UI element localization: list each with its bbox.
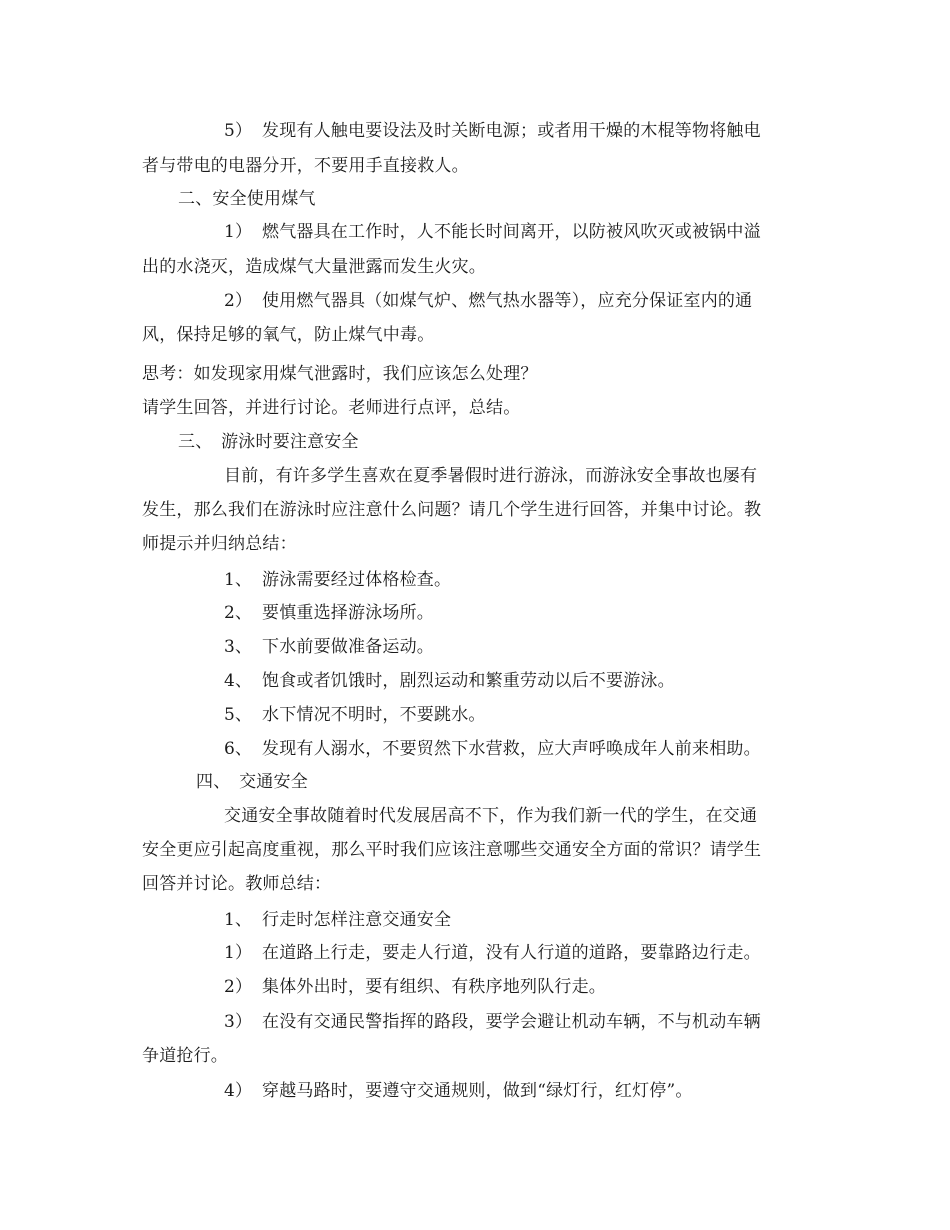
swim-list-item <box>224 635 434 659</box>
item-number: 3、 <box>224 637 253 657</box>
item-text: 下水前要做准备运动。 <box>262 637 434 657</box>
swim-intro-line-1: 目前，有许多学生喜欢在夏季暑假时进行游泳，而游泳安全事故也屡有 <box>224 466 758 486</box>
item-text: 水下情况不明时，不要跳水。 <box>262 705 486 725</box>
swim-list-item <box>224 703 486 727</box>
item-number: 6、 <box>224 739 253 759</box>
section-heading-traffic: 四、 交通安全 <box>196 772 308 792</box>
item-number: 5、 <box>224 705 253 725</box>
traffic-list-item <box>224 941 761 965</box>
item-text: 要慎重选择游泳场所。 <box>262 603 434 623</box>
item-number: 1、 <box>224 570 253 590</box>
item-text: 发现有人触电要设法及时关断电源；或者用干燥的木棍等物将触电 <box>262 121 761 141</box>
gas-item-1-continuation: 出的水浇灭，造成煤气大量泄露而发生火灾。 <box>142 257 486 277</box>
traffic-item-3-continuation: 争道抢行。 <box>142 1046 228 1066</box>
swim-intro-line-3: 师提示并归纳总结： <box>142 534 297 554</box>
traffic-intro-line-1: 交通安全事故随着时代发展居高不下，作为我们新一代的学生，在交通 <box>224 806 758 826</box>
item-text: 游泳需要经过体格检查。 <box>262 570 452 590</box>
electric-item-5 <box>224 119 761 143</box>
item-number: 2） <box>224 977 253 997</box>
traffic-list-item <box>224 975 606 999</box>
traffic-subheading <box>224 908 451 932</box>
swim-intro-line-2: 发生，那么我们在游泳时应注意什么问题？请几个学生进行回答，并集中讨论。教 <box>142 500 762 520</box>
item-number: 1、 <box>224 910 253 930</box>
item-number: 2、 <box>224 603 253 623</box>
item-text: 在没有交通民警指挥的路段，要学会避让机动车辆，不与机动车辆 <box>262 1012 761 1032</box>
item-text: 发现有人溺水，不要贸然下水营救，应大声呼唤成年人前来相助。 <box>262 739 761 759</box>
item-text: 燃气器具在工作时，人不能长时间离开，以防被风吹灭或被锅中溢 <box>262 222 761 242</box>
item-number: 5） <box>224 121 253 141</box>
swim-list-item <box>224 568 451 592</box>
traffic-intro-line-2: 安全更应引起高度重视，那么平时我们应该注意哪些交通安全方面的常识？请学生 <box>142 840 762 860</box>
item-text: 饱食或者饥饿时，剧烈运动和繁重劳动以后不要游泳。 <box>262 671 675 691</box>
swim-list-item <box>224 669 675 693</box>
swim-list-item <box>224 737 761 761</box>
item-text: 集体外出时，要有组织、有秩序地列队行走。 <box>262 977 606 997</box>
item-number: 4） <box>224 1081 253 1101</box>
swim-list-item <box>224 601 434 625</box>
gas-item-2 <box>224 289 752 313</box>
item-text: 在道路上行走，要走人行道，没有人行道的道路，要靠路边行走。 <box>262 943 761 963</box>
think-question: 思考：如发现家用煤气泄露时，我们应该怎么处理？ <box>142 364 538 384</box>
item-text: 使用燃气器具（如煤气炉、燃气热水器等），应充分保证室内的通 <box>262 291 753 311</box>
item-text: 行走时怎样注意交通安全 <box>262 910 452 930</box>
item-number: 4、 <box>224 671 253 691</box>
section-heading-gas: 二、安全使用煤气 <box>178 189 316 209</box>
gas-item-2-continuation: 风，保持足够的氧气，防止煤气中毒。 <box>142 325 435 345</box>
electric-item-5-continuation: 者与带电的电器分开，不要用手直接救人。 <box>142 156 469 176</box>
item-text: 穿越马路时，要遵守交通规则，做到“绿灯行，红灯停”。 <box>262 1081 693 1101</box>
item-number: 2） <box>224 291 253 311</box>
discussion-note: 请学生回答，并进行讨论。老师进行点评，总结。 <box>142 398 521 418</box>
gas-item-1 <box>224 220 761 244</box>
traffic-intro-line-3: 回答并讨论。教师总结： <box>142 874 332 894</box>
traffic-list-item <box>224 1010 761 1034</box>
item-number: 1） <box>224 943 253 963</box>
traffic-list-item <box>224 1079 693 1103</box>
item-number: 1） <box>224 222 253 242</box>
section-heading-swim: 三、 游泳时要注意安全 <box>178 432 359 452</box>
item-number: 3） <box>224 1012 253 1032</box>
